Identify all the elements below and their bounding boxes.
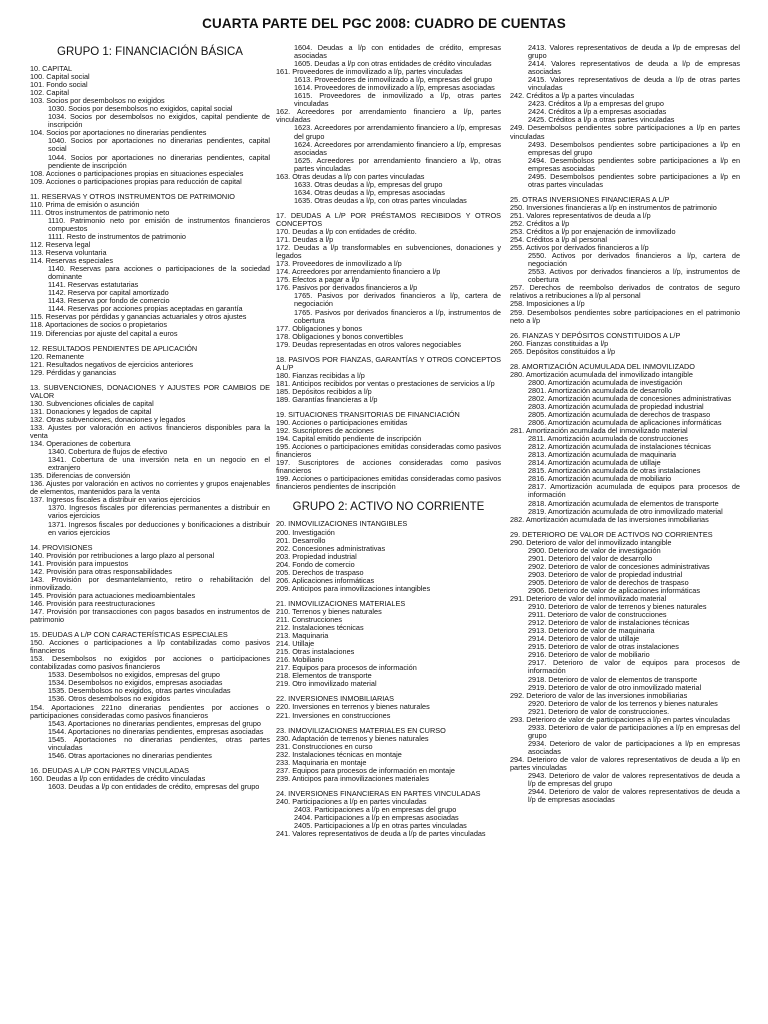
subaccount-entry: 2914. Deterioro de valor de utillaje <box>528 634 640 644</box>
account-entry: 254. Créditos a l/p al personal <box>510 235 607 245</box>
account-entry: 206. Aplicaciones informáticas <box>276 575 375 585</box>
section-heading: 21. INMOVILIZACIONES MATERIALES <box>276 598 406 608</box>
subaccount-entry: 2816. Amortización acumulada de mobiliario <box>528 474 672 484</box>
section-heading: 23. INMOVILIZACIONES MATERIALES EN CURSO <box>276 725 446 735</box>
account-entry: 199. Acciones o participaciones emitidas consideradas como pasivos financieros pendientes de inscripción <box>276 474 501 492</box>
subaccount-entry: 1110. Patrimonio neto por emisión de instrumentos financieros compuestos <box>48 215 270 233</box>
subaccount-entry: 2903. Deterioro de valor de propiedad industrial <box>528 569 683 579</box>
subaccount-entry: 2800. Amortización acumulada de investigación <box>528 377 683 387</box>
account-entry: 213. Maquinaria <box>276 631 329 641</box>
subaccount-entry: 1144. Reservas por acciones propias aceptadas en garantía <box>48 304 243 314</box>
account-entry: 231. Construcciones en curso <box>276 741 373 751</box>
subaccount-entry: 2802. Amortización acumulada de concesiones administrativas <box>528 393 732 403</box>
section-heading: 15. DEUDAS A L/P CON CARACTERÍSTICAS ESPECIALES <box>30 630 228 640</box>
account-entry: 119. Diferencias por ajuste del capital a euros <box>30 328 178 338</box>
subaccount-entry: 2403. Participaciones a l/p en empresas del grupo <box>294 804 457 814</box>
account-entry: 210. Terrenos y bienes naturales <box>276 606 382 616</box>
account-entry: 170. Deudas a l/p con entidades de crédito. <box>276 227 417 237</box>
account-entry: 280. Amortización acumulada del inmovilizado intangible <box>510 369 693 379</box>
section-heading: 17. DEUDAS A L/P POR PRÉSTAMOS RECIBIDOS Y OTROS CONCEPTOS <box>276 210 501 228</box>
subaccount-entry: 2819. Amortización acumulada de otro inmovilizado material <box>528 506 723 516</box>
subaccount-entry: 1623. Acreedores por arrendamiento financiero a l/p, empresas del grupo <box>294 123 501 141</box>
account-entry: 104. Socios por aportaciones no dinerarias pendientes <box>30 128 207 138</box>
account-entry: 115. Reservas por pérdidas y ganancias actuariales y otros ajustes <box>30 312 247 322</box>
subaccount-entry: 1765. Pasivos por derivados financieros a l/p, instrumentos de cobertura <box>294 307 501 325</box>
subaccount-entry: 1604. Deudas a l/p con entidades de crédito, empresas asociadas <box>294 43 501 61</box>
subaccount-entry: 2915. Deterioro de valor de otras instalaciones <box>528 642 679 652</box>
subaccount-entry: 2405. Participaciones a l/p en otras partes vinculadas <box>294 821 467 831</box>
account-entry: 135. Diferencias de conversión <box>30 471 131 481</box>
account-entry: 293. Deterioro de valor de participaciones a l/p en partes vinculadas <box>510 714 730 724</box>
subaccount-entry: 1044. Socios por aportaciones no dinerarias pendientes, capital pendiente de inscripción <box>48 152 270 170</box>
subaccount-entry: 1546. Otras aportaciones no dinerarias pendientes <box>48 750 212 760</box>
account-entry: 130. Subvenciones oficiales de capital <box>30 398 154 408</box>
account-entry: 251. Valores representativos de deuda a l/p <box>510 210 651 220</box>
account-entry: 242. Créditos a l/p a partes vinculadas <box>510 91 635 101</box>
account-entry: 291. Deterioro de valor del inmovilizado material <box>510 594 667 604</box>
subaccount-entry: 2910. Deterioro de valor de terrenos y bienes naturales <box>528 602 707 612</box>
account-entry: 230. Adaptación de terrenos y bienes naturales <box>276 733 429 743</box>
account-entry: 232. Instalaciones técnicas en montaje <box>276 749 402 759</box>
account-entry: 176. Pasivos por derivados financieros a l/p <box>276 283 418 293</box>
subaccount-entry: 2553. Activos por derivados financieros a l/p, instrumentos de cobertura <box>528 267 740 285</box>
subaccount-entry: 2943. Deterioro de valor de valores representativos de deuda a l/p de empresas del grupo <box>528 771 740 789</box>
account-entry: 185. Depósitos recibidos a l/p <box>276 386 372 396</box>
account-entry: 163. Otras deudas a l/p con partes vinculadas <box>276 171 425 181</box>
subaccount-entry: 1534. Desembolsos no exigidos, empresas asociadas <box>48 678 223 688</box>
account-entry: 162. Acreedores por arrendamiento financiero a l/p, partes vinculadas <box>276 107 501 125</box>
account-entry: 249. Desembolsos pendientes sobre participaciones a l/p en partes vinculadas <box>510 123 740 141</box>
subaccount-entry: 1535. Desembolsos no exigidos, otras partes vinculadas <box>48 686 231 696</box>
subaccount-entry: 2425. Créditos a l/p a otras partes vinculadas <box>528 115 675 125</box>
account-entry: 175. Efectos a pagar a l/p <box>276 275 360 285</box>
column-3 <box>510 44 740 804</box>
subaccount-entry: 2495. Desembolsos pendientes sobre participaciones a l/p en otras partes vinculadas <box>528 171 740 189</box>
subaccount-entry: 1341. Cobertura de una inversión neta en un negocio en el extranjero <box>48 455 270 473</box>
section-heading: 26. FIANZAS Y DEPÓSITOS CONSTITUIDOS A L/P <box>510 330 681 340</box>
subaccount-entry: 1142. Reserva por capital amortizado <box>48 288 169 298</box>
account-entry: 205. Derechos de traspaso <box>276 567 364 577</box>
account-entry: 20. INMOVILIZACIONES INTANGIBLES <box>276 519 408 529</box>
account-entry: 179. Deudas representadas en otros valores negociables <box>276 339 461 349</box>
account-entry: 290. Deterioro de valor del inmovilizado intangible <box>510 537 672 547</box>
subaccount-entry: 2900. Deterioro de valor de investigación <box>528 545 661 555</box>
section-heading: 24. INVERSIONES FINANCIERAS EN PARTES VINCULADAS <box>276 788 481 798</box>
account-entry: 255. Activos por derivados financieros a l/p <box>510 243 649 253</box>
subaccount-entry: 2944. Deterioro de valor de valores representativos de deuda a l/p de empresas asociadas <box>528 787 740 805</box>
column-1 <box>30 44 270 791</box>
subaccount-entry: 2916. Deterioro de valor de mobiliario <box>528 650 650 660</box>
subaccount-entry: 2811. Amortización acumulada de construcciones <box>528 434 689 444</box>
subaccount-entry: 2905. Deterioro de valor de derechos de traspaso <box>528 577 689 587</box>
section-heading: 29. DETERIORO DE VALOR DE ACTIVOS NO CORRIENTES <box>510 529 713 539</box>
account-entry: 113. Reserva voluntaria <box>30 248 107 258</box>
subaccount-entry: 2413. Valores representativos de deuda a l/p de empresas del grupo <box>528 43 740 61</box>
subaccount-entry: 1111. Resto de instrumentos de patrimonio <box>48 231 186 241</box>
subaccount-entry: 2817. Amortización acumulada de equipos para procesos de información <box>528 482 740 500</box>
account-entry: 241. Valores representativos de deuda a l/p de partes vinculadas <box>276 829 486 839</box>
subaccount-entry: 2812. Amortización acumulada de instalaciones técnicas <box>528 442 711 452</box>
account-entry: 153. Desembolsos no exigidos por acciones o participaciones contabilizadas como pasivos financieros <box>30 654 270 672</box>
account-entry: 133. Ajustes por valoración en activos financieros disponibles para la venta <box>30 422 270 441</box>
subaccount-entry: 1765. Pasivos por derivados financieros a l/p, cartera de negociación <box>294 291 501 309</box>
account-entry: 265. Depósitos constituidos a l/p <box>510 346 616 356</box>
subaccount-entry: 2902. Deterioro de valor de concesiones administrativas <box>528 561 710 571</box>
account-entry: 220. Inversiones en terrenos y bienes naturales <box>276 702 430 712</box>
account-entry: 221. Inversiones en construcciones <box>276 710 391 720</box>
account-entry: 121. Resultados negativos de ejercicios anteriores <box>30 359 194 369</box>
account-entry: 150. Acciones o participaciones a l/p contabilizadas como pasivos financieros <box>30 638 270 656</box>
subaccount-entry: 2917. Deterioro de valor de equipos para procesos de información <box>528 658 740 676</box>
subaccount-entry: 2919. Deterioro de valor de otro inmovilizado material <box>528 682 702 692</box>
subaccount-entry: 2803. Amortización acumulada de propiedad industrial <box>528 401 704 411</box>
account-entry: 181. Anticipos recibidos por ventas o prestaciones de servicios a l/p <box>276 378 495 388</box>
section-heading: 25. OTRAS INVERSIONES FINANCIERAS A L/P <box>510 194 670 204</box>
account-entry: 137. Ingresos fiscales a distribuir en varios ejercicios <box>30 495 201 505</box>
account-entry: 108. Acciones o participaciones propias en situaciones especiales <box>30 168 244 178</box>
subaccount-entry: 1615. Proveedores de inmovilizado a l/p, otras partes vinculadas <box>294 91 501 109</box>
account-entry: 118. Aportaciones de socios o propietarios <box>30 320 167 330</box>
account-entry: 172. Deudas a l/p transformables en subvenciones, donaciones y legados <box>276 243 501 261</box>
subaccount-entry: 2920. Deterioro de valor de los terrenos y bienes naturales <box>528 698 718 708</box>
account-entry: 180. Fianzas recibidas a l/p <box>276 370 365 380</box>
subaccount-entry: 2912. Deterioro de valor de instalaciones técnicas <box>528 618 690 628</box>
account-entry: 100. Capital social <box>30 72 90 82</box>
account-entry: 120. Remanente <box>30 351 84 361</box>
account-entry: 194. Capital emitido pendiente de inscripción <box>276 434 422 444</box>
section-heading: 14. PROVISIONES <box>30 542 93 552</box>
section-heading: 11. RESERVAS Y OTROS INSTRUMENTOS DE PATRIMONIO <box>30 191 235 201</box>
account-entry: 131. Donaciones y legados de capital <box>30 406 152 416</box>
account-entry: 250. Inversiones financieras a l/p en instrumentos de patrimonio <box>510 202 717 212</box>
account-entry: 147. Provisión por transacciones con pagos basados en instrumentos de patrimonio <box>30 607 270 625</box>
account-entry: 258. Imposiciones a l/p <box>510 299 585 309</box>
section-heading: 18. PASIVOS POR FIANZAS, GARANTÍAS Y OTROS CONCEPTOS A L/P <box>276 354 501 372</box>
account-entry: 215. Otras instalaciones <box>276 647 355 657</box>
account-entry: 212. Instalaciones técnicas <box>276 623 364 633</box>
account-entry: 202. Concesiones administrativas <box>276 543 386 553</box>
account-entry: 10. CAPITAL <box>30 64 73 73</box>
account-entry: 110. Prima de emisión o asunción <box>30 199 140 209</box>
account-entry: 211. Construcciones <box>276 615 342 624</box>
account-entry: 282. Amortización acumulada de las inversiones inmobiliarias <box>510 514 709 524</box>
subaccount-entry: 2921. Deterioro de valor de construcciones. <box>528 706 670 716</box>
subaccount-entry: 2806. Amortización acumulada de aplicaciones informáticas <box>528 418 722 428</box>
subaccount-entry: 1536. Otros desembolsos no exigidos <box>48 694 171 704</box>
account-entry: 260. Fianzas constituidas a l/p <box>510 338 609 348</box>
subaccount-entry: 1143. Reserva por fondo de comercio <box>48 296 170 306</box>
account-entry: 189. Garantías financieras a l/p <box>276 394 378 404</box>
subaccount-entry: 1140. Reservas para acciones o participaciones de la sociedad dominante <box>48 264 270 282</box>
subaccount-entry: 2493. Desembolsos pendientes sobre participaciones a l/p en empresas del grupo <box>528 139 740 157</box>
account-entry: 259. Desembolsos pendientes sobre participaciones en el patrimonio neto a l/p <box>510 307 740 325</box>
subaccount-entry: 1544. Aportaciones no dinerarias pendientes, empresas asociadas <box>48 726 264 736</box>
subaccount-entry: 2414. Valores representativos de deuda a l/p de empresas asociadas <box>528 59 740 77</box>
account-entry: 173. Proveedores de inmovilizado a l/p <box>276 259 402 269</box>
account-entry: 218. Elementos de transporte <box>276 671 372 681</box>
subaccount-entry: 2404. Participaciones a l/p en empresas asociadas <box>294 813 459 823</box>
subaccount-entry: 2906. Deterioro de valor de aplicaciones informáticas <box>528 586 700 595</box>
account-entry: 209. Anticipos para inmovilizaciones intangibles <box>276 583 431 593</box>
account-entry: 237. Equipos para procesos de información en montaje <box>276 765 455 775</box>
account-entry: 129. Pérdidas y ganancias <box>30 367 116 377</box>
subaccount-entry: 1034. Socios por desembolsos no exigidos, capital pendiente de inscripción <box>48 112 270 130</box>
subaccount-entry: 1545. Aportaciones no dinerarias pendientes, otras partes vinculadas <box>48 734 270 752</box>
section-heading: 12. RESULTADOS PENDIENTES DE APLICACIÓN <box>30 343 198 353</box>
account-entry: 102. Capital <box>30 88 69 98</box>
account-entry: 216. Mobiliario <box>276 655 324 665</box>
subaccount-entry: 1614. Proveedores de inmovilizado a l/p, empresas asociadas <box>294 83 495 93</box>
subaccount-entry: 1370. Ingresos fiscales por diferencias permanentes a distribuir en varios ejercicios <box>48 503 270 521</box>
account-entry: 171. Deudas a l/p <box>276 235 334 245</box>
account-entry: 240. Participaciones a l/p en partes vinculadas <box>276 796 427 806</box>
account-entry: 204. Fondo de comercio <box>276 559 355 569</box>
subaccount-entry: 2550. Activos por derivados financieros a l/p, cartera de negociación <box>528 251 740 269</box>
account-entry: 154. Aportaciones 221no dinerarias pendientes por acciones o participaciones consideradas como pasivos financieros <box>30 702 270 720</box>
page-title: CUARTA PARTE DEL PGC 2008: CUADRO DE CUENTAS <box>202 16 566 31</box>
subaccount-entry: 1603. Deudas a l/p con entidades de crédito, empresas del grupo <box>48 781 260 791</box>
subaccount-entry: 2814. Amortización acumulada de utillaje <box>528 458 661 468</box>
account-entry: 195. Acciones o participaciones emitidas consideradas como pasivos financieros <box>276 442 501 460</box>
subaccount-entry: 1634. Otras deudas a l/p, empresas asociadas <box>294 187 445 197</box>
section-heading: 19. SITUACIONES TRANSITORIAS DE FINANCIACIÓN <box>276 410 460 420</box>
subaccount-entry: 2818. Amortización acumulada de elementos de transporte <box>528 498 719 508</box>
account-entry: 252. Créditos a l/p <box>510 218 570 228</box>
account-entry: 109. Acciones o participaciones propias para reducción de capital <box>30 176 242 186</box>
account-entry: 146. Provisión para reestructuraciones <box>30 598 155 608</box>
account-entry: 174. Acreedores por arrendamiento financiero a l/p <box>276 267 441 277</box>
subaccount-entry: 1030. Socios por desembolsos no exigidos, capital social <box>48 104 233 114</box>
account-entry: 217. Equipos para procesos de información <box>276 663 417 673</box>
section-heading: 16. DEUDAS A L/P CON PARTES VINCULADAS <box>30 765 189 775</box>
account-entry: 132. Otras subvenciones, donaciones y legados <box>30 414 186 424</box>
account-entry: 190. Acciones o participaciones emitidas <box>276 418 408 428</box>
account-entry: 200. Investigación <box>276 527 335 537</box>
subaccount-entry: 2423. Créditos a l/p a empresas del grupo <box>528 99 664 109</box>
subaccount-entry: 1340. Cobertura de flujos de efectivo <box>48 447 168 457</box>
account-entry: 141. Provisión para impuestos <box>30 558 129 568</box>
account-entry: 160. Deudas a l/p con entidades de crédito vinculadas <box>30 773 206 783</box>
subaccount-entry: 2801. Amortización acumulada de desarrollo <box>528 385 672 395</box>
account-entry: 192. Suscriptores de acciones <box>276 426 374 436</box>
account-entry: 203. Propiedad industrial <box>276 551 357 561</box>
account-entry: 136. Ajustes por valoración en activos no corrientes y grupos enajenables de elementos, mantenidos para la venta <box>30 479 270 497</box>
subaccount-entry: 2933. Deterioro de valor de participaciones a l/p en empresas del grupo <box>528 722 740 740</box>
account-entry: 239. Anticipos para inmovilizaciones materiales <box>276 773 429 783</box>
account-entry: 219. Otro inmovilizado material <box>276 679 377 689</box>
group-heading: GRUPO 2: ACTIVO NO CORRIENTE <box>292 501 485 514</box>
account-entry: 197. Suscriptores de acciones consideradas como pasivos financieros <box>276 458 501 476</box>
account-entry: 111. Otros instrumentos de patrimonio neto <box>30 207 170 217</box>
subaccount-entry: 1040. Socios por aportaciones no dinerarias pendientes, capital social <box>48 136 270 154</box>
account-entry: 178. Obligaciones y bonos convertibles <box>276 331 403 341</box>
account-entry: 201. Desarrollo <box>276 535 326 545</box>
subaccount-entry: 1635. Otras deudas a l/p, con otras partes vinculadas <box>294 195 467 205</box>
account-entry: 233. Maquinaria en montaje <box>276 757 367 767</box>
subaccount-entry: 2815. Amortización acumulada de otras instalaciones <box>528 466 701 476</box>
subaccount-entry: 2918. Deterioro de valor de elementos de transporte <box>528 674 698 684</box>
subaccount-entry: 1625. Acreedores por arrendamiento financiero a l/p, otras partes vinculadas <box>294 155 501 173</box>
subaccount-entry: 2494. Desembolsos pendientes sobre participaciones a l/p en empresas asociadas <box>528 155 740 173</box>
account-entry: 143. Provisión por desmantelamiento, retiro o rehabilitación del inmovilizado. <box>30 574 270 592</box>
account-entry: 253. Créditos a l/p por enajenación de inmovilizado <box>510 227 676 237</box>
subaccount-entry: 2913. Deterioro de valor de maquinaria <box>528 626 655 636</box>
account-entry: 214. Utillaje <box>276 639 315 649</box>
section-heading: 22. INVERSIONES INMOBILIARIAS <box>276 694 395 704</box>
section-heading: 28. AMORTIZACIÓN ACUMULADA DEL INMOVILIZADO <box>510 361 695 371</box>
subaccount-entry: 2813. Amortización acumulada de maquinaria <box>528 450 677 460</box>
subaccount-entry: 2911. Deterioro de valor de construcciones <box>528 610 667 620</box>
section-heading: 13. SUBVENCIONES, DONACIONES Y AJUSTES POR CAMBIOS DE VALOR <box>30 382 270 400</box>
group-heading: GRUPO 1: FINANCIACIÓN BÁSICA <box>57 46 243 58</box>
subaccount-entry: 2934. Deterioro de valor de participaciones a l/p en empresas asociadas <box>528 738 740 756</box>
subaccount-entry: 1613. Proveedores de inmovilizado a l/p, empresas del grupo <box>294 75 493 85</box>
account-entry: 177. Obligaciones y bonos <box>276 323 362 333</box>
subaccount-entry: 1371. Ingresos fiscales por deducciones y bonificaciones a distribuir en varios ejercicios <box>48 519 270 537</box>
account-entry: 142. Provisión para otras responsabilidades <box>30 566 172 576</box>
subaccount-entry: 1533. Desembolsos no exigidos, empresas del grupo <box>48 670 220 680</box>
account-entry: 134. Operaciones de cobertura <box>30 439 131 449</box>
account-entry: 161. Proveedores de inmovilizado a l/p, partes vinculadas <box>276 67 463 77</box>
account-entry: 145. Provisión para actuaciones medioambientales <box>30 590 196 600</box>
subaccount-entry: 2415. Valores representativos de deuda a l/p de otras partes vinculadas <box>528 75 740 93</box>
subaccount-entry: 1605. Deudas a l/p con otras entidades de crédito vinculadas <box>294 59 492 69</box>
subaccount-entry: 1633. Otras deudas a l/p, empresas del grupo <box>294 179 443 189</box>
account-entry: 112. Reserva legal <box>30 239 91 249</box>
account-entry: 257. Derechos de reembolso derivados de contratos de seguro relativos a retribuciones a l/p al personal <box>510 283 740 301</box>
subaccount-entry: 1543. Aportaciones no dinerarias pendientes, empresas del grupo <box>48 718 261 728</box>
subaccount-entry: 2424. Créditos a l/p a empresas asociadas <box>528 107 667 117</box>
account-entry: 294. Deterioro de valor de valores representativos de deuda a l/p en partes vinculadas <box>510 754 740 773</box>
account-entry: 114. Reservas especiales <box>30 256 114 266</box>
subaccount-entry: 1141. Reservas estatutarias <box>48 280 139 290</box>
column-2 <box>276 44 501 838</box>
account-entry: 103. Socios por desembolsos no exigidos <box>30 96 165 106</box>
account-entry: 140. Provisión por retribuciones a largo plazo al personal <box>30 550 215 560</box>
account-entry: 281. Amortización acumulada del inmovilizado material <box>510 426 688 436</box>
subaccount-entry: 1624. Acreedores por arrendamiento financiero a l/p, empresas asociadas <box>294 139 501 157</box>
account-entry: 292. Deterioro de valor de las inversiones inmobiliarias <box>510 690 688 700</box>
subaccount-entry: 2805. Amortización acumulada de derechos de traspaso <box>528 410 711 420</box>
subaccount-entry: 2901. Deterioro del valor de desarrollo <box>528 553 653 563</box>
account-entry: 101. Fondo social <box>30 80 88 90</box>
